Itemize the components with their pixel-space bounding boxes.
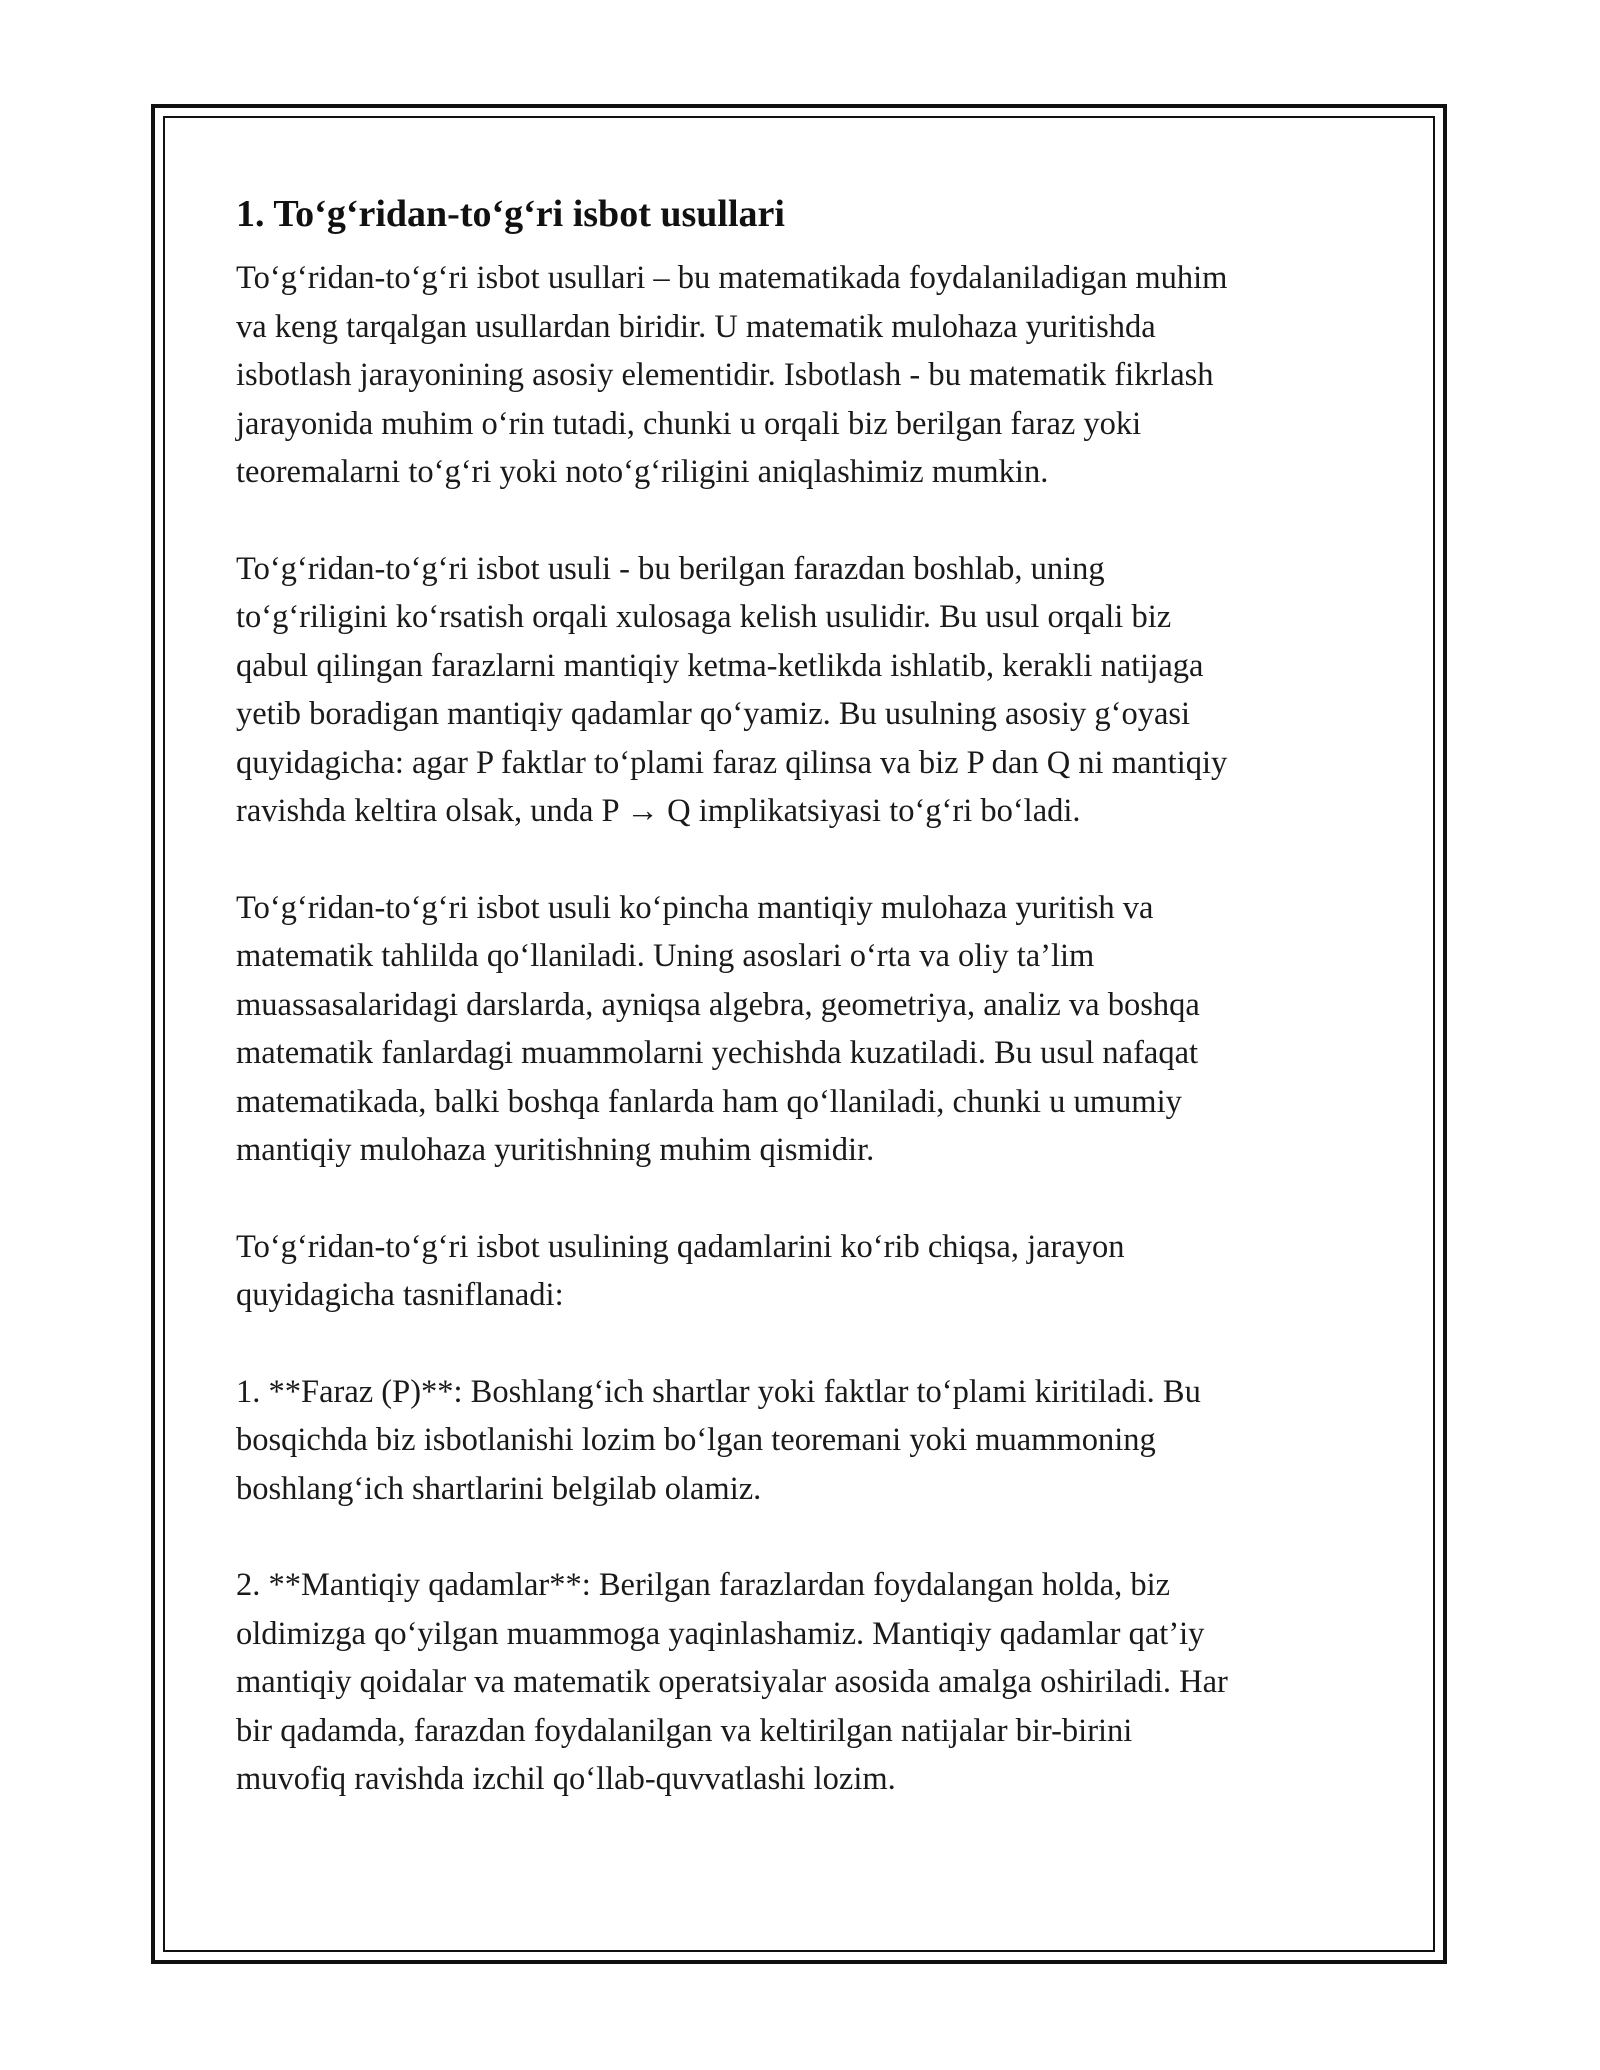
paragraph-line: To‘g‘ridan-to‘g‘ri isbot usuli ko‘pincha mantiqiy mulohaza yuritish va	[236, 889, 1154, 926]
paragraph-line: oldimizga qo‘yilgan muammoga yaqinlashamiz. Mantiqiy qadamlar qat’iy	[236, 1615, 1205, 1652]
paragraph	[236, 1368, 1376, 1514]
paragraph-line: quyidagicha: agar P faktlar to‘plami faraz qilinsa va biz P dan Q ni mantiqiy	[236, 744, 1228, 781]
paragraph-line: isbotlash jarayonining asosiy elementidir. Isbotlash - bu matematik fikrlash	[236, 357, 1214, 393]
paragraph	[236, 254, 1376, 497]
paragraph-line: va keng tarqalgan usullardan biridir. U matematik mulohaza yuritishda	[236, 308, 1156, 345]
paragraph-line: mantiqiy mulohaza yuritishning muhim qismidir.	[236, 1132, 875, 1168]
paragraph-line: qabul qilingan farazlarni mantiqiy ketma-ketlikda ishlatib, kerakli natijaga	[236, 647, 1204, 684]
paragraph-line: 2. **Mantiqiy qadamlar**: Berilgan farazlardan foydalangan holda, biz	[236, 1567, 1171, 1603]
paragraph-line: bosqichda biz isbotlanishi lozim bo‘lgan teoremani yoki muammoning	[236, 1422, 1156, 1458]
paragraph-line: muassasalaridagi darslarda, ayniqsa algebra, geometriya, analiz va boshqa	[236, 986, 1200, 1023]
paragraph	[236, 1223, 1376, 1320]
paragraph-list	[236, 254, 1376, 1804]
paragraph-line: matematikada, balki boshqa fanlarda ham qo‘llaniladi, chunki u umumiy	[236, 1083, 1182, 1120]
paragraph-line: To‘g‘ridan-to‘g‘ri isbot usuli - bu berilgan farazdan boshlab, uning	[236, 550, 1105, 587]
paragraph	[236, 545, 1376, 836]
paragraph-line: 1. **Faraz (P)**: Boshlang‘ich shartlar yoki faktlar to‘plami kiritiladi. Bu	[236, 1373, 1201, 1410]
paragraph-line: bir qadamda, farazdan foydalanilgan va keltirilgan natijalar bir-birini	[236, 1712, 1133, 1749]
paragraph-line: to‘g‘riligini ko‘rsatish orqali xulosaga kelish usulidir. Bu usul orqali biz	[236, 599, 1172, 635]
paragraph-line: quyidagicha tasniflanadi:	[236, 1277, 564, 1313]
paragraph-line: To‘g‘ridan-to‘g‘ri isbot usullari – bu matematikada foydalaniladigan muhim	[236, 260, 1228, 296]
paragraph-line: matematik fanlardagi muammolarni yechishda kuzatiladi. Bu usul nafaqat	[236, 1035, 1199, 1071]
paragraph	[236, 1561, 1376, 1804]
paragraph-line: ravishda keltira olsak, unda P → Q implikatsiyasi to‘g‘ri bo‘ladi.	[236, 793, 1081, 829]
document-content	[236, 186, 1376, 1852]
paragraph-line: matematik tahlilda qo‘llaniladi. Uning asoslari o‘rta va oliy ta’lim	[236, 938, 1095, 974]
section-heading: 1. To‘g‘ridan-to‘g‘ri isbot usullari	[236, 193, 785, 235]
paragraph-line: mantiqiy qoidalar va matematik operatsiyalar asosida amalga oshiriladi. Har	[236, 1664, 1228, 1700]
paragraph-line: boshlang‘ich shartlarini belgilab olamiz.	[236, 1470, 762, 1507]
paragraph-line: teoremalarni to‘g‘ri yoki noto‘g‘riligini aniqlashimiz mumkin.	[236, 454, 1049, 490]
paragraph-line: jarayonida muhim o‘rin tutadi, chunki u orqali biz berilgan faraz yoki	[236, 405, 1142, 442]
paragraph-line: To‘g‘ridan-to‘g‘ri isbot usulining qadamlarini ko‘rib chiqsa, jarayon	[236, 1228, 1125, 1265]
paragraph-line: muvofiq ravishda izchil qo‘llab-quvvatlashi lozim.	[236, 1761, 896, 1797]
paragraph	[236, 884, 1376, 1175]
paragraph-line: yetib boradigan mantiqiy qadamlar qo‘yamiz. Bu usulning asosiy g‘oyasi	[236, 696, 1191, 732]
